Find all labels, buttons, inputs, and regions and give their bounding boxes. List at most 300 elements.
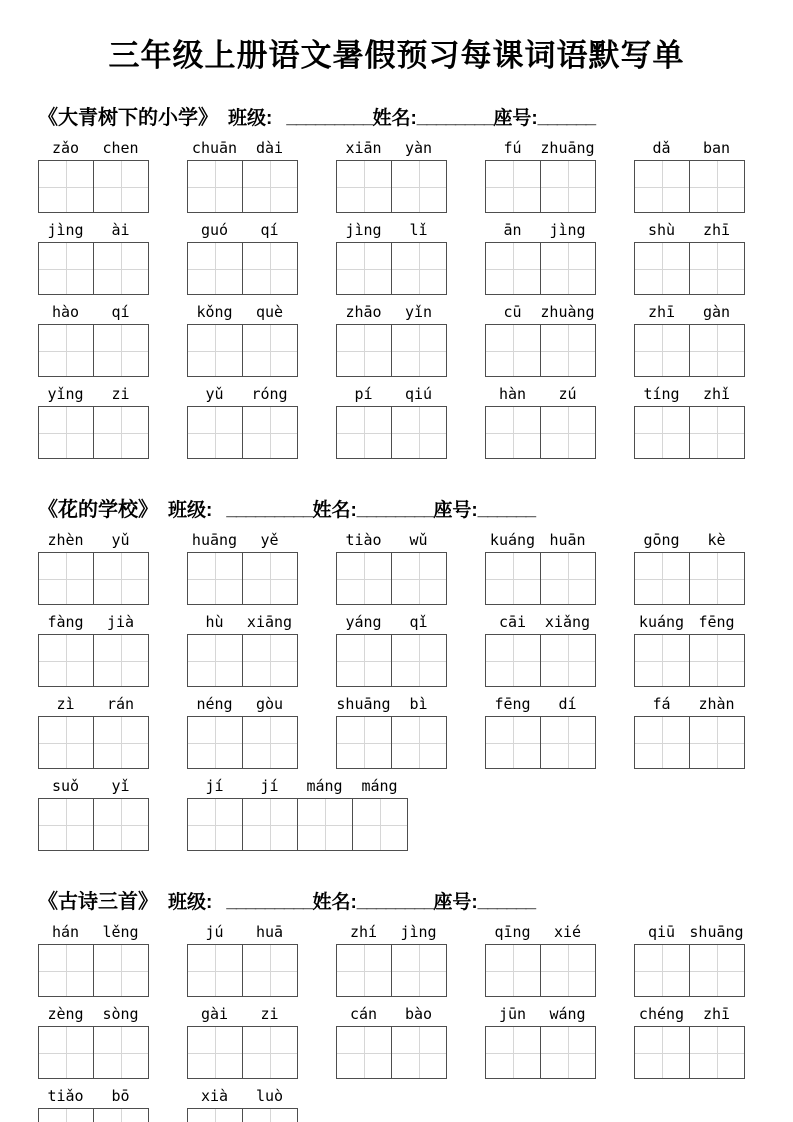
writing-cell[interactable]: [690, 243, 744, 294]
writing-cell[interactable]: [392, 1027, 446, 1078]
writing-cell[interactable]: [541, 325, 595, 376]
pinyin-syllable: jí: [260, 777, 279, 795]
pinyin-label: [38, 694, 187, 714]
writing-cell[interactable]: [541, 1027, 595, 1078]
writing-cell[interactable]: [243, 799, 298, 850]
writing-cell[interactable]: [243, 1109, 297, 1122]
word-block: [38, 776, 187, 851]
writing-cell[interactable]: [337, 635, 392, 686]
word-rows: [38, 922, 763, 1122]
writing-cell[interactable]: [39, 945, 94, 996]
pinyin-syllable: zi: [260, 1005, 279, 1023]
writing-cell[interactable]: [337, 161, 392, 212]
pinyin-label: [187, 1004, 336, 1024]
writing-cell[interactable]: [39, 553, 94, 604]
seat-label: 座号:: [493, 108, 538, 129]
word-block: [38, 694, 187, 769]
word-block: [634, 530, 783, 605]
writing-grid: [336, 634, 447, 687]
pinyin-syllable: huāng: [191, 531, 238, 549]
writing-cell[interactable]: [541, 635, 595, 686]
writing-grid: [187, 798, 408, 851]
pinyin-syllable: chéng: [638, 1005, 685, 1023]
writing-cell[interactable]: [690, 161, 744, 212]
writing-cell[interactable]: [188, 1027, 243, 1078]
pinyin-label: [187, 922, 336, 942]
pinyin-label: [187, 612, 336, 632]
writing-cell[interactable]: [392, 717, 446, 768]
word-block: [187, 922, 336, 997]
word-block: [634, 302, 783, 377]
pinyin-syllable: ān: [503, 221, 522, 239]
writing-cell[interactable]: [94, 717, 148, 768]
pinyin-label: [485, 1004, 634, 1024]
pinyin-label: [38, 1004, 187, 1024]
writing-cell[interactable]: [635, 945, 690, 996]
word-block: [485, 220, 634, 295]
pinyin-syllable: guó: [200, 221, 229, 239]
word-block: [38, 530, 187, 605]
writing-cell[interactable]: [94, 635, 148, 686]
writing-cell[interactable]: [392, 635, 446, 686]
word-block: [485, 384, 634, 459]
word-row: [38, 384, 763, 459]
writing-cell[interactable]: [392, 325, 446, 376]
seat-blank[interactable]: ______: [477, 499, 536, 520]
pinyin-syllable: shuāng: [336, 695, 391, 713]
word-block: [336, 922, 485, 997]
section-header: [38, 493, 763, 522]
pinyin-label: [485, 138, 634, 158]
pinyin-label: [634, 138, 783, 158]
writing-cell[interactable]: [392, 407, 446, 458]
word-block: [187, 694, 336, 769]
lesson-title: 《大青树下的小学》: [38, 107, 218, 129]
writing-cell[interactable]: [635, 407, 690, 458]
writing-cell[interactable]: [635, 161, 690, 212]
writing-cell[interactable]: [298, 799, 353, 850]
pinyin-syllable: dài: [255, 139, 284, 157]
writing-cell[interactable]: [635, 553, 690, 604]
writing-cell[interactable]: [243, 1027, 297, 1078]
pinyin-syllable: néng: [196, 695, 233, 713]
writing-cell[interactable]: [243, 161, 297, 212]
writing-cell[interactable]: [486, 635, 541, 686]
pinyin-syllable: tiǎo: [47, 1087, 84, 1105]
class-label: 班级:: [228, 108, 273, 129]
writing-cell[interactable]: [635, 325, 690, 376]
pinyin-syllable: gài: [200, 1005, 229, 1023]
word-block: [485, 922, 634, 997]
pinyin-syllable: jìng: [549, 221, 586, 239]
word-block: [336, 302, 485, 377]
pinyin-syllable: jìng: [47, 221, 84, 239]
writing-cell[interactable]: [94, 553, 148, 604]
writing-cell[interactable]: [94, 945, 148, 996]
pinyin-syllable: chen: [102, 139, 139, 157]
word-block: [634, 922, 783, 997]
pinyin-label: [634, 1004, 783, 1024]
pinyin-syllable: chuān: [191, 139, 238, 157]
word-block: [634, 220, 783, 295]
pinyin-syllable: fēng: [494, 695, 531, 713]
word-block: [187, 612, 336, 687]
writing-grid: [485, 160, 596, 213]
writing-grid: [38, 1026, 149, 1079]
writing-grid: [485, 944, 596, 997]
writing-grid: [336, 324, 447, 377]
writing-cell[interactable]: [486, 325, 541, 376]
writing-cell[interactable]: [690, 407, 744, 458]
writing-cell[interactable]: [243, 325, 297, 376]
writing-cell[interactable]: [486, 161, 541, 212]
pinyin-label: [187, 138, 336, 158]
writing-grid: [634, 716, 745, 769]
pinyin-label: [187, 694, 336, 714]
writing-cell[interactable]: [690, 553, 744, 604]
writing-cell[interactable]: [337, 553, 392, 604]
writing-grid: [38, 552, 149, 605]
writing-grid: [634, 160, 745, 213]
writing-cell[interactable]: [188, 1109, 243, 1122]
writing-grid: [634, 406, 745, 459]
writing-cell[interactable]: [392, 553, 446, 604]
pinyin-syllable: qiú: [404, 385, 433, 403]
writing-cell[interactable]: [337, 945, 392, 996]
word-block: [38, 302, 187, 377]
word-block: [336, 612, 485, 687]
pinyin-syllable: yǐ: [111, 777, 130, 795]
pinyin-syllable: tiào: [345, 531, 382, 549]
writing-cell[interactable]: [690, 1027, 744, 1078]
writing-cell[interactable]: [486, 945, 541, 996]
pinyin-syllable: yě: [260, 531, 279, 549]
pinyin-syllable: huā: [255, 923, 284, 941]
class-blank[interactable]: _________: [226, 891, 313, 912]
pinyin-syllable: zhāo: [345, 303, 382, 321]
pinyin-syllable: zhǐ: [702, 385, 731, 403]
class-blank[interactable]: _________: [286, 107, 373, 128]
pinyin-syllable: qǐ: [409, 613, 428, 631]
word-block: [38, 612, 187, 687]
pinyin-syllable: kuáng: [638, 613, 685, 631]
word-block: [187, 302, 336, 377]
pinyin-label: [485, 384, 634, 404]
writing-grid: [187, 944, 298, 997]
writing-cell[interactable]: [243, 243, 297, 294]
writing-grid: [485, 634, 596, 687]
writing-cell[interactable]: [690, 717, 744, 768]
writing-cell[interactable]: [94, 1109, 148, 1122]
word-block: [336, 220, 485, 295]
pinyin-label: [485, 922, 634, 942]
word-block: [634, 694, 783, 769]
pinyin-label: [634, 612, 783, 632]
pinyin-syllable: bō: [111, 1087, 130, 1105]
writing-cell[interactable]: [39, 1109, 94, 1122]
section-lesson-2: [38, 493, 763, 851]
pinyin-syllable: zèng: [47, 1005, 84, 1023]
writing-grid: [336, 716, 447, 769]
writing-grid: [38, 634, 149, 687]
writing-grid: [485, 716, 596, 769]
pinyin-syllable: ài: [111, 221, 130, 239]
name-blank[interactable]: ________: [416, 107, 494, 128]
word-block: [485, 302, 634, 377]
writing-cell[interactable]: [541, 717, 595, 768]
pinyin-syllable: yǔ: [205, 385, 224, 403]
pinyin-label: [38, 530, 187, 550]
word-row: [38, 1086, 763, 1122]
writing-cell[interactable]: [392, 945, 446, 996]
writing-cell[interactable]: [353, 799, 407, 850]
section-header: [38, 885, 763, 914]
pinyin-syllable: yǔ: [111, 531, 130, 549]
writing-grid: [634, 634, 745, 687]
pinyin-label: [634, 220, 783, 240]
pinyin-syllable: ban: [702, 139, 731, 157]
pinyin-syllable: máng: [306, 777, 343, 795]
pinyin-label: [38, 612, 187, 632]
word-row: [38, 612, 763, 687]
writing-grid: [634, 242, 745, 295]
pinyin-syllable: hàn: [498, 385, 527, 403]
writing-cell[interactable]: [635, 635, 690, 686]
pinyin-label: [634, 384, 783, 404]
writing-grid: [38, 798, 149, 851]
pinyin-syllable: shuāng: [689, 923, 744, 941]
pinyin-label: [336, 220, 485, 240]
pinyin-syllable: dí: [558, 695, 577, 713]
writing-cell[interactable]: [635, 717, 690, 768]
word-row: [38, 530, 763, 605]
word-block: [336, 138, 485, 213]
pinyin-syllable: fá: [652, 695, 671, 713]
seat-blank[interactable]: ______: [477, 891, 536, 912]
writing-grid: [336, 242, 447, 295]
writing-cell[interactable]: [94, 325, 148, 376]
writing-cell[interactable]: [188, 635, 243, 686]
pinyin-label: [336, 384, 485, 404]
pinyin-syllable: zú: [558, 385, 577, 403]
writing-cell[interactable]: [39, 407, 94, 458]
pinyin-syllable: kè: [707, 531, 726, 549]
pinyin-syllable: zi: [111, 385, 130, 403]
pinyin-syllable: suǒ: [51, 777, 80, 795]
word-row: [38, 922, 763, 997]
writing-cell[interactable]: [541, 407, 595, 458]
writing-grid: [38, 242, 149, 295]
word-block: [38, 220, 187, 295]
writing-cell[interactable]: [39, 243, 94, 294]
pinyin-syllable: cū: [503, 303, 522, 321]
writing-grid: [336, 944, 447, 997]
writing-cell[interactable]: [486, 243, 541, 294]
writing-cell[interactable]: [243, 717, 297, 768]
writing-cell[interactable]: [39, 717, 94, 768]
word-block: [634, 612, 783, 687]
name-blank[interactable]: ________: [356, 499, 434, 520]
pinyin-label: [38, 138, 187, 158]
word-row: [38, 138, 763, 213]
writing-cell[interactable]: [486, 717, 541, 768]
writing-cell[interactable]: [690, 325, 744, 376]
writing-cell[interactable]: [39, 325, 94, 376]
pinyin-label: [187, 220, 336, 240]
writing-cell[interactable]: [337, 407, 392, 458]
writing-cell[interactable]: [94, 407, 148, 458]
writing-cell[interactable]: [337, 717, 392, 768]
writing-cell[interactable]: [39, 1027, 94, 1078]
pinyin-syllable: zì: [56, 695, 75, 713]
pinyin-label: [38, 302, 187, 322]
pinyin-syllable: zǎo: [51, 139, 80, 157]
writing-grid: [187, 716, 298, 769]
pinyin-label: [187, 384, 336, 404]
pinyin-label: [38, 922, 187, 942]
writing-cell[interactable]: [541, 161, 595, 212]
writing-cell[interactable]: [690, 945, 744, 996]
writing-grid: [485, 1026, 596, 1079]
pinyin-syllable: sòng: [102, 1005, 139, 1023]
class-blank[interactable]: _________: [226, 499, 313, 520]
writing-cell[interactable]: [486, 1027, 541, 1078]
writing-cell[interactable]: [188, 161, 243, 212]
writing-cell[interactable]: [486, 407, 541, 458]
word-block: [38, 1086, 187, 1122]
writing-cell[interactable]: [94, 1027, 148, 1078]
lesson-title: 《花的学校》: [38, 499, 158, 521]
word-row: [38, 776, 763, 851]
pinyin-label: [634, 694, 783, 714]
seat-label: 座号:: [433, 892, 478, 913]
pinyin-label: [485, 302, 634, 322]
pinyin-syllable: shù: [647, 221, 676, 239]
pinyin-syllable: hù: [205, 613, 224, 631]
writing-cell[interactable]: [94, 799, 148, 850]
pinyin-syllable: xiān: [345, 139, 382, 157]
writing-cell[interactable]: [94, 161, 148, 212]
writing-grid: [38, 406, 149, 459]
pinyin-label: [336, 530, 485, 550]
word-block: [485, 530, 634, 605]
writing-cell[interactable]: [690, 635, 744, 686]
writing-cell[interactable]: [188, 407, 243, 458]
section-lesson-1: [38, 101, 763, 459]
page-title: 三年级上册语文暑假预习每课词语默写单: [108, 38, 685, 73]
pinyin-syllable: zhī: [702, 1005, 731, 1023]
word-block: [38, 138, 187, 213]
writing-cell[interactable]: [337, 243, 392, 294]
pinyin-syllable: lěng: [102, 923, 139, 941]
writing-cell[interactable]: [486, 553, 541, 604]
writing-cell[interactable]: [541, 243, 595, 294]
writing-cell[interactable]: [337, 325, 392, 376]
pinyin-syllable: bì: [409, 695, 428, 713]
pinyin-label: [336, 138, 485, 158]
writing-cell[interactable]: [243, 553, 297, 604]
writing-grid: [336, 552, 447, 605]
writing-cell[interactable]: [39, 799, 94, 850]
writing-grid: [187, 406, 298, 459]
name-label: 姓名:: [312, 892, 357, 913]
writing-cell[interactable]: [243, 945, 297, 996]
pinyin-syllable: lǐ: [409, 221, 428, 239]
pinyin-label: [336, 1004, 485, 1024]
pinyin-label: [187, 302, 336, 322]
word-block: [634, 138, 783, 213]
word-block: [485, 138, 634, 213]
writing-cell[interactable]: [635, 1027, 690, 1078]
writing-grid: [38, 716, 149, 769]
writing-cell[interactable]: [188, 945, 243, 996]
writing-cell[interactable]: [337, 1027, 392, 1078]
pinyin-label: [336, 612, 485, 632]
writing-cell[interactable]: [94, 243, 148, 294]
pinyin-syllable: jìng: [345, 221, 382, 239]
writing-cell[interactable]: [188, 717, 243, 768]
name-blank[interactable]: ________: [356, 891, 434, 912]
writing-cell[interactable]: [392, 243, 446, 294]
writing-cell[interactable]: [541, 553, 595, 604]
writing-cell[interactable]: [635, 243, 690, 294]
pinyin-syllable: jú: [205, 923, 224, 941]
writing-cell[interactable]: [392, 161, 446, 212]
writing-cell[interactable]: [243, 407, 297, 458]
pinyin-label: [485, 220, 634, 240]
word-block: [336, 1004, 485, 1079]
writing-cell[interactable]: [39, 635, 94, 686]
writing-cell[interactable]: [39, 161, 94, 212]
pinyin-label: [485, 530, 634, 550]
writing-cell[interactable]: [188, 325, 243, 376]
writing-grid: [38, 944, 149, 997]
pinyin-label: [187, 1086, 336, 1106]
writing-cell[interactable]: [188, 799, 243, 850]
word-row: [38, 694, 763, 769]
writing-grid: [634, 944, 745, 997]
word-block: [634, 384, 783, 459]
writing-cell[interactable]: [243, 635, 297, 686]
writing-grid: [38, 324, 149, 377]
pinyin-syllable: jìng: [400, 923, 437, 941]
pinyin-syllable: zhī: [702, 221, 731, 239]
pinyin-syllable: luò: [255, 1087, 284, 1105]
name-label: 姓名:: [372, 108, 417, 129]
pinyin-syllable: qí: [260, 221, 279, 239]
word-block: [187, 530, 336, 605]
pinyin-syllable: wǔ: [409, 531, 428, 549]
word-block: [187, 220, 336, 295]
writing-cell[interactable]: [188, 553, 243, 604]
writing-cell[interactable]: [541, 945, 595, 996]
writing-grid: [187, 634, 298, 687]
pinyin-syllable: zhí: [349, 923, 378, 941]
writing-grid: [187, 242, 298, 295]
writing-cell[interactable]: [188, 243, 243, 294]
writing-grid: [336, 160, 447, 213]
word-block: [634, 1004, 783, 1079]
seat-blank[interactable]: ______: [537, 107, 596, 128]
writing-grid: [187, 160, 298, 213]
word-block: [485, 694, 634, 769]
section-lesson-3: [38, 885, 763, 1122]
word-row: [38, 220, 763, 295]
word-block: [187, 384, 336, 459]
pinyin-syllable: dǎ: [652, 139, 671, 157]
pinyin-syllable: róng: [251, 385, 288, 403]
pinyin-label: [485, 612, 634, 632]
